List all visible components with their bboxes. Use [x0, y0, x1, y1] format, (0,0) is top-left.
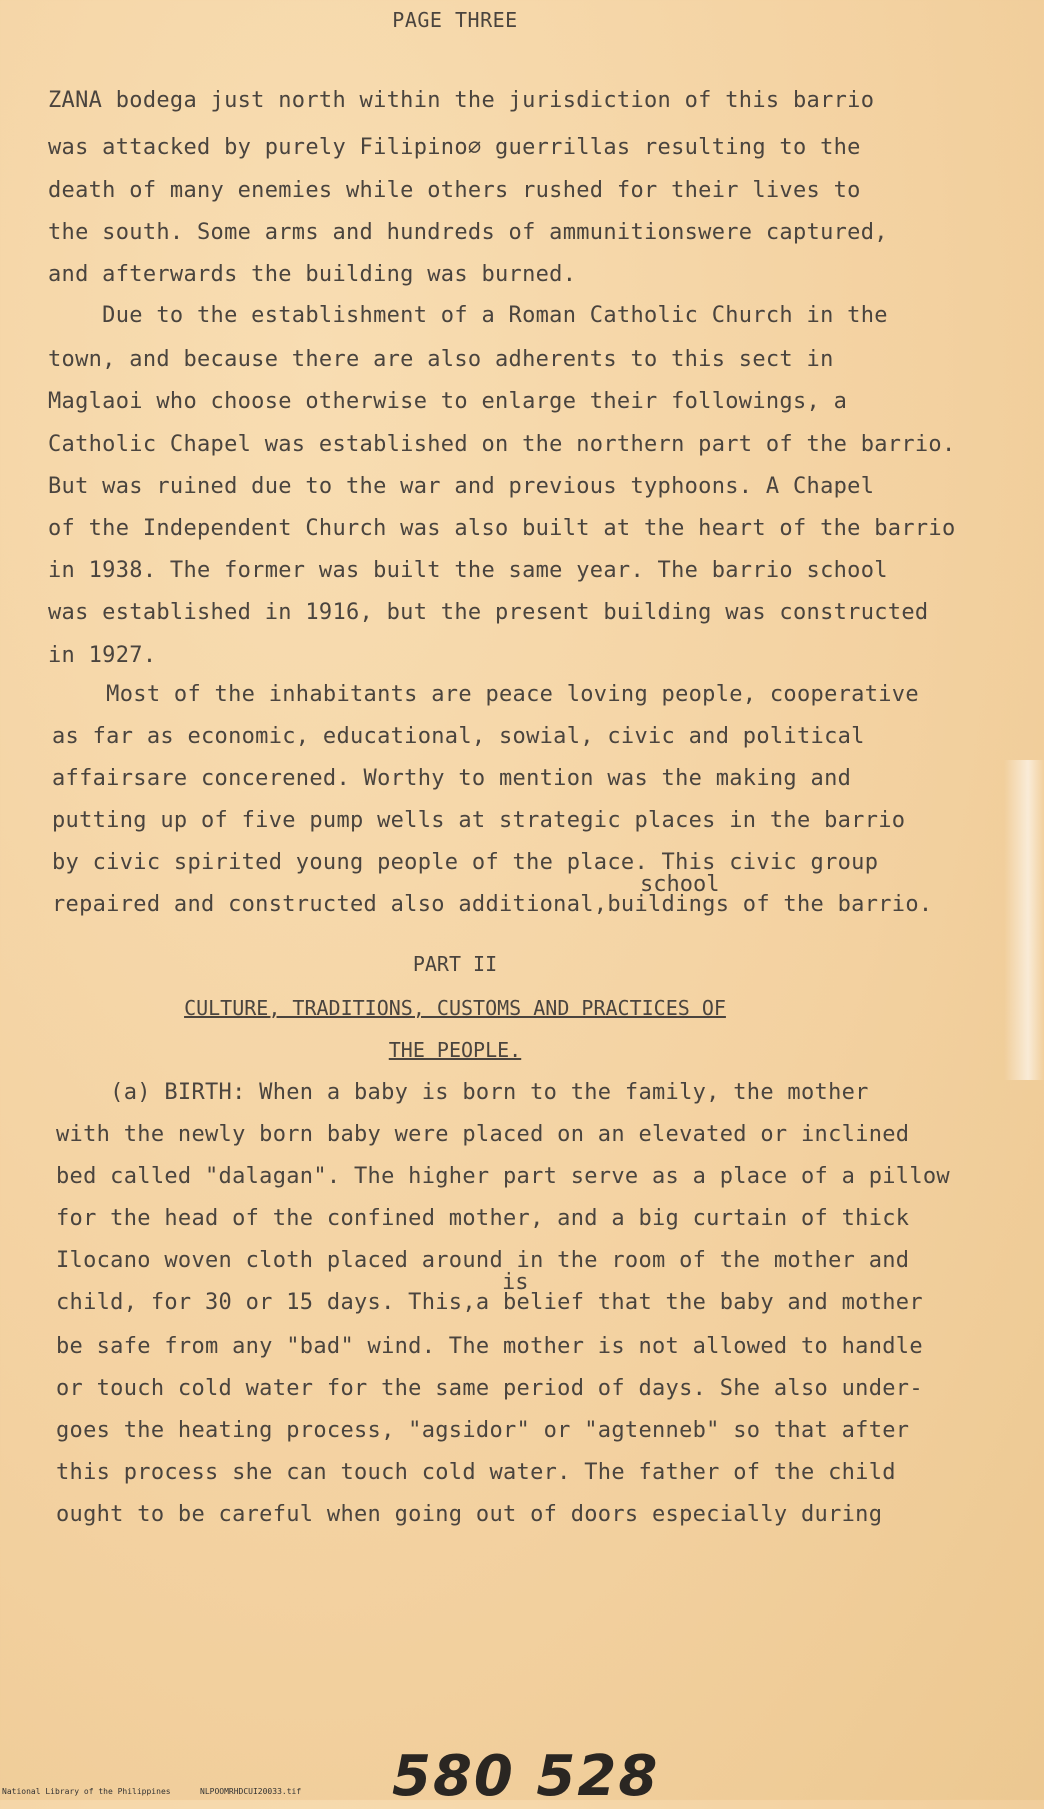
- text-line: of the Independent Church was also built at the heart of the barrio: [48, 516, 956, 541]
- section-subtitle: CULTURE, TRADITIONS, CUSTOMS AND PRACTICES OF: [184, 996, 726, 1020]
- text-line: in 1938. The former was built the same year. The barrio school: [48, 558, 888, 583]
- text-line: or touch cold water for the same period of days. She also under-: [56, 1376, 923, 1401]
- text-line: as far as economic, educational, sowial, civic and political: [52, 724, 865, 749]
- text-line: ZANA bodega just north within the jurisdiction of this barrio: [48, 88, 875, 113]
- text-line: this process she can touch cold water. The father of the child: [56, 1460, 896, 1485]
- page-title: PAGE THREE: [392, 8, 518, 32]
- text-line: was attacked by purely Filipino∅ guerrillas resulting to the: [48, 135, 861, 160]
- footer-filename: NLPOOMRHDCUI20033.tif: [200, 1787, 302, 1796]
- text-line: in 1927.: [48, 643, 157, 668]
- text-line: Ilocano woven cloth placed around in the room of the mother and: [56, 1248, 910, 1273]
- text-line: be safe from any "bad" wind. The mother is not allowed to handle: [56, 1334, 923, 1359]
- text-line: with the newly born baby were placed on an elevated or inclined: [56, 1122, 910, 1147]
- text-line: town, and because there are also adherents to this sect in: [48, 347, 834, 372]
- text-line: was established in 1916, but the present building was constructed: [48, 600, 929, 625]
- text-line: (a) BIRTH: When a baby is born to the family, the mother: [56, 1080, 869, 1105]
- text-line: death of many enemies while others rushed for their lives to: [48, 178, 861, 203]
- text-line: putting up of five pump wells at strategic places in the barrio: [52, 808, 906, 833]
- text-line: bed called "dalagan". The higher part serve as a place of a pillow: [56, 1164, 950, 1189]
- archive-stamp: 580 528: [392, 1744, 660, 1809]
- text-line: goes the heating process, "agsidor" or "agtenneb" so that after: [56, 1418, 910, 1443]
- text-line: the south. Some arms and hundreds of ammunitionswere captured,: [48, 220, 888, 245]
- text-line: Most of the inhabitants are peace loving people, cooperative: [52, 682, 919, 707]
- text-line: repaired and constructed also additional,buildings of the barrio.: [52, 892, 933, 917]
- text-line: child, for 30 or 15 days. This,a belief that the baby and mother: [56, 1290, 923, 1315]
- text-line: Due to the establishment of a Roman Catholic Church in the: [48, 303, 888, 328]
- section-subtitle: THE PEOPLE.: [388, 1038, 522, 1062]
- text-line: affairsare concerened. Worthy to mention was the making and: [52, 766, 852, 791]
- page-edge-shadow: [1004, 760, 1044, 1080]
- footer-library: National Library of the Philippines: [2, 1787, 171, 1796]
- interlinear-insert: school: [640, 872, 720, 897]
- text-line: But was ruined due to the war and previous typhoons. A Chapel: [48, 474, 875, 499]
- section-heading: PART II: [412, 952, 498, 976]
- text-line: Catholic Chapel was established on the northern part of the barrio.: [48, 432, 956, 457]
- text-line: ought to be careful when going out of doors especially during: [56, 1502, 883, 1527]
- text-line: for the head of the confined mother, and a big curtain of thick: [56, 1206, 910, 1231]
- footer: [0, 1769, 1044, 1796]
- text-line: Maglaoi who choose otherwise to enlarge their followings, a: [48, 389, 848, 414]
- interlinear-insert: is: [502, 1270, 529, 1295]
- text-line: and afterwards the building was burned.: [48, 262, 577, 287]
- text-line: by civic spirited young people of the place. This civic group: [52, 850, 879, 875]
